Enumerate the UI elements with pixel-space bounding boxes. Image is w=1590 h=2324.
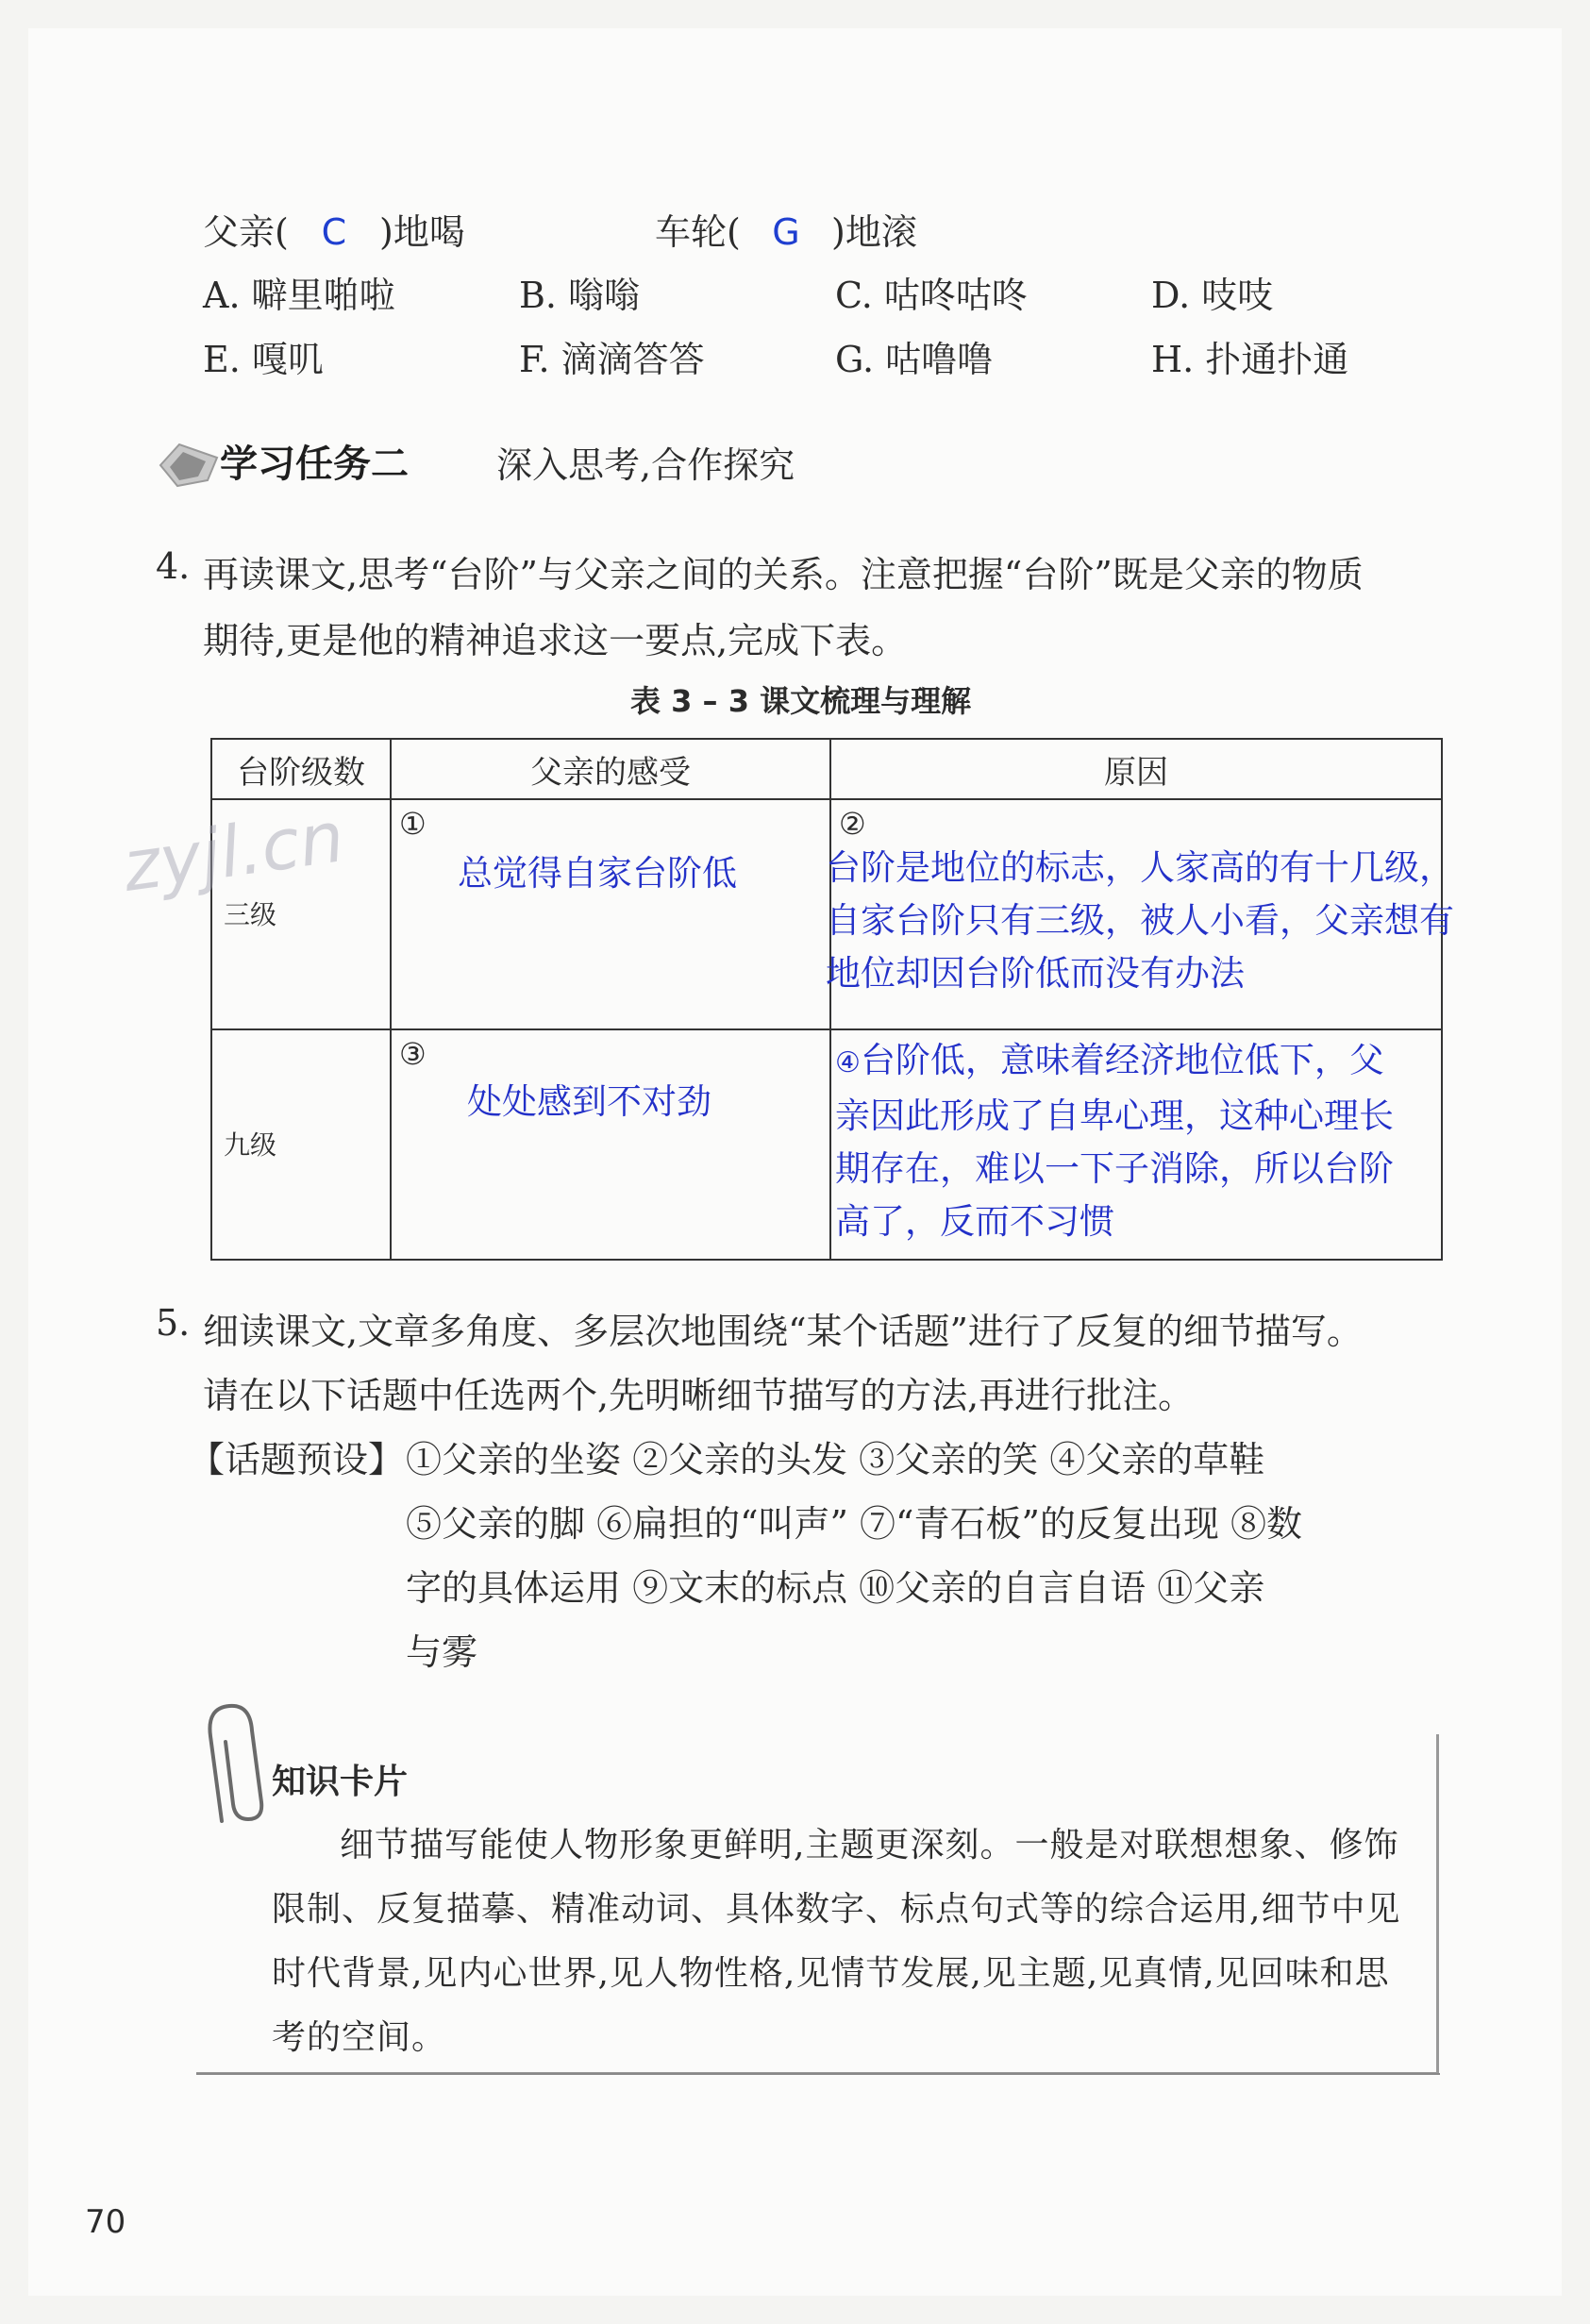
paperclip-icon	[193, 1698, 269, 1831]
q3-item-1-prefix: 父亲(	[203, 211, 289, 253]
section-header-icon	[151, 429, 226, 495]
row-2-reason-line: 期存在，难以一下子消除，所以台阶	[835, 1148, 1394, 1189]
q3-item-1-suffix: )地喝	[379, 211, 465, 253]
watermark: zyjl.cn	[118, 796, 349, 908]
q5-topic-line: 字的具体运用 ⑨文末的标点 ⑩父亲的自言自语 ⑪父亲	[406, 1567, 1265, 1609]
q3-item-1	[203, 203, 465, 255]
section-title: 学习任务二	[220, 443, 409, 486]
card-bottom-rule	[196, 2073, 1440, 2075]
section-subtitle: 深入思考,合作探究	[496, 444, 795, 486]
q3-item-2-answer: G	[772, 211, 800, 253]
summary-table	[210, 738, 1454, 1261]
q3-item-2-suffix: )地滚	[831, 211, 917, 253]
q3-option-h: H. 扑通扑通	[1151, 339, 1349, 380]
q4-line-1: 再读课文,思考“台阶”与父亲之间的关系。注意把握“台阶”既是父亲的物质	[203, 554, 1364, 595]
q5-topic-line: ①父亲的坐姿 ②父亲的头发 ③父亲的笑 ④父亲的草鞋	[406, 1439, 1265, 1480]
q5-preset-label: 【话题预设】	[189, 1439, 405, 1480]
q3-option-d: D. 吱吱	[1151, 275, 1274, 316]
row-1-reason-line: 自家台阶只有三级，被人小看，父亲想有	[826, 900, 1454, 941]
row-1-reason-cell	[826, 799, 1454, 1029]
header-level: 台阶级数	[211, 739, 391, 799]
row-1-reason-line: 台阶是地位的标志，人家高的有十几级，	[826, 847, 1454, 888]
row-2-reason-answer	[835, 1034, 1394, 1248]
q5-line-2: 请在以下话题中任选两个,先明晰细节描写的方法,再进行批注。	[203, 1375, 1195, 1416]
q5-topic-line: 与雾	[406, 1631, 478, 1673]
q5-line-1: 细读课文,文章多角度、多层次地围绕“某个话题”进行了反复的细节描写。	[203, 1311, 1363, 1352]
q3-option-e: E. 嘎叽	[203, 339, 324, 380]
row-2-reason-line: 亲因此形成了自卑心理，这种心理长	[835, 1095, 1394, 1136]
row-2-reason-first-line	[835, 1034, 1394, 1090]
row-2-reason-cell	[830, 1029, 1442, 1260]
row-1-reason-answer	[826, 842, 1454, 1000]
row-1-level: 三级	[224, 899, 277, 930]
table-row	[211, 799, 1442, 1029]
q3-option-f: F. 滴滴答答	[519, 339, 705, 380]
q3-option-c: C. 咕咚咕咚	[835, 275, 1028, 316]
q5-number: 5.	[156, 1302, 191, 1344]
q3-option-b: B. 嗡嗡	[519, 275, 641, 316]
q4-line-2: 期待,更是他的精神追求这一要点,完成下表。	[203, 620, 908, 661]
row-1-reason-line: 地位却因台阶低而没有办法	[826, 953, 1245, 994]
q3-option-a: A. 噼里啪啦	[203, 275, 395, 316]
table-row	[211, 1029, 1442, 1260]
table-header-row	[211, 739, 1442, 799]
q4-number: 4.	[156, 545, 191, 587]
row-2-feeling-answer: 处处感到不对劲	[467, 1081, 711, 1122]
q3-option-g: G. 咕噜噜	[835, 339, 994, 380]
card-text: 细节描写能使人物形象更鲜明,主题更深刻。一般是对联想想象、修饰限制、反复描摹、精准动词、具体数字、标点句式等的综合运用,细节中见时代背景,见内心世界,见人物性格,见情节发展,见主题,见真情,见回味和思考的空间。	[272, 1826, 1401, 2057]
header-reason: 原因	[830, 739, 1442, 799]
row-1-feeling-cell	[391, 799, 830, 1029]
q3-item-2-prefix: 车轮(	[655, 211, 741, 253]
row-1-feeling-answer: 总觉得自家台阶低	[458, 853, 737, 894]
row-2-level: 九级	[224, 1129, 277, 1161]
q5-topic-line: ⑤父亲的脚 ⑥扁担的“叫声” ⑦“青石板”的反复出现 ⑧数	[406, 1503, 1302, 1545]
table-caption: 表 3 – 3 课文梳理与理解	[630, 683, 972, 719]
row-2-reason-mark: ④	[835, 1046, 861, 1079]
row-2-feeling-cell	[391, 1029, 830, 1260]
card-title: 知识卡片	[272, 1763, 409, 1801]
row-2-reason-line: 高了，反而不习惯	[835, 1201, 1114, 1242]
row-1-feeling-mark: ①	[399, 806, 427, 842]
row-2-reason-line: 台阶低，意味着经济地位低下，父	[860, 1040, 1384, 1080]
header-feeling: 父亲的感受	[391, 739, 830, 799]
q3-item-2	[655, 203, 917, 255]
row-2-feeling-mark: ③	[399, 1036, 427, 1072]
page-number: 70	[85, 2203, 126, 2241]
row-2-level-cell	[211, 1029, 391, 1260]
row-1-reason-mark: ②	[839, 806, 866, 842]
q3-item-1-answer: C	[321, 211, 347, 253]
